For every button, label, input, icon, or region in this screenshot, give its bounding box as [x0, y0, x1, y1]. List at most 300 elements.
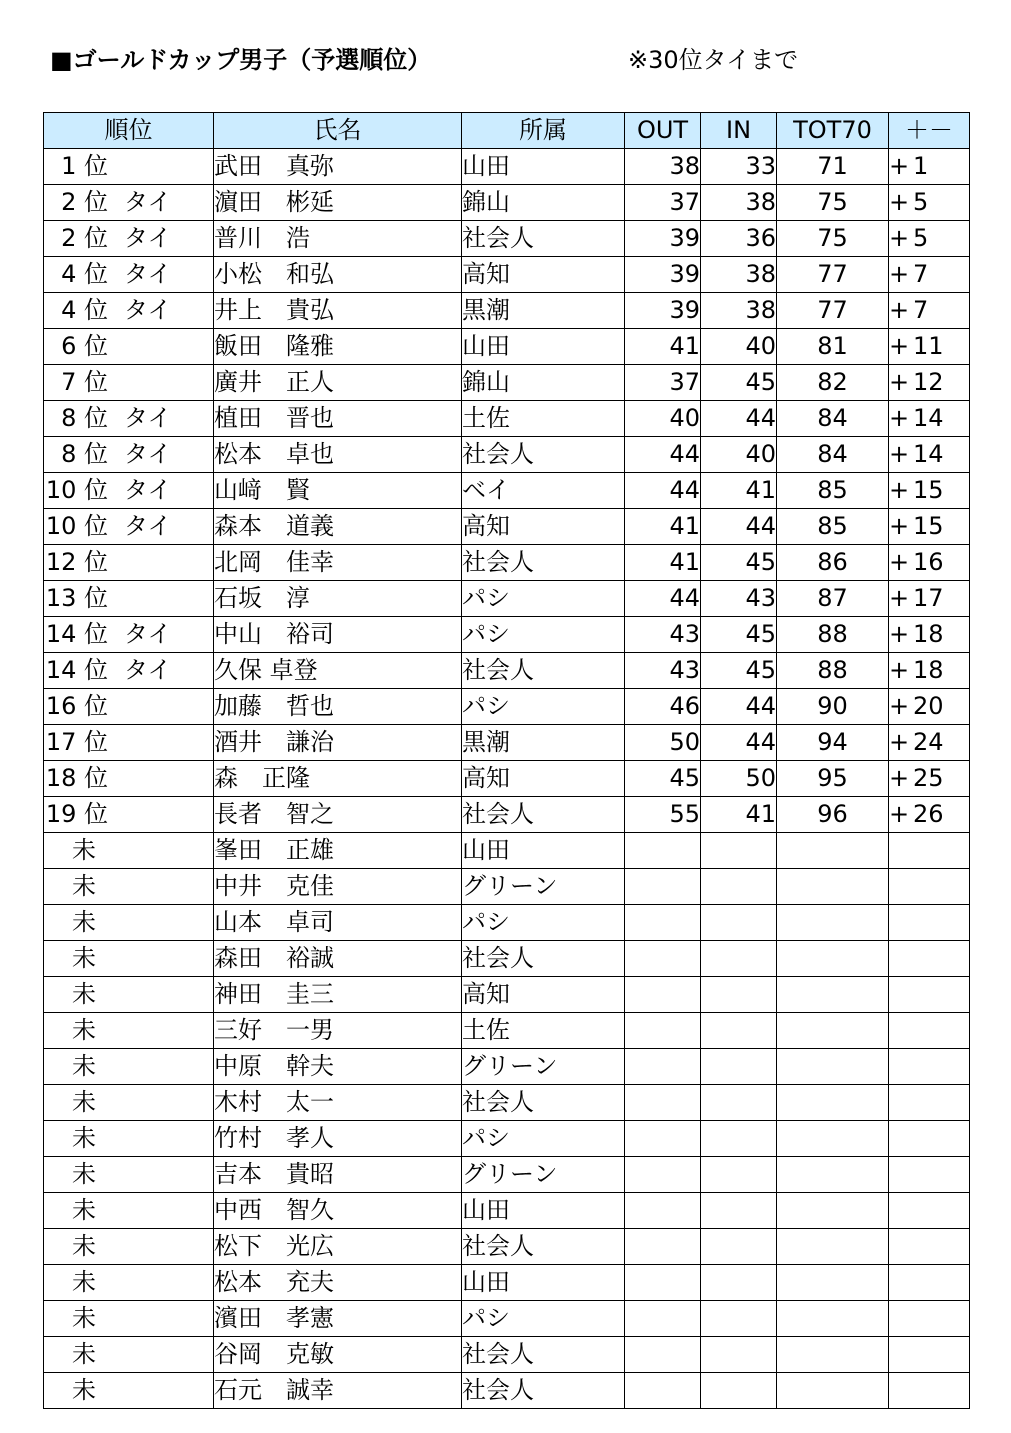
rank-value: 18 位 [45, 764, 108, 792]
out-score-cell: 43 [625, 617, 701, 653]
total-score-cell [777, 977, 889, 1013]
affiliation-cell: パシ [462, 905, 625, 941]
plus-minus-value: 12 [913, 368, 944, 396]
player-name-cell: 山﨑 賢 [214, 473, 462, 509]
total-score-cell [777, 1229, 889, 1265]
in-score-cell [701, 1121, 777, 1157]
player-name-cell: 松下 光広 [214, 1229, 462, 1265]
rank-cell [44, 185, 214, 221]
out-score-cell [625, 1049, 701, 1085]
plus-minus-cell [889, 293, 970, 329]
rank-value: 16 位 [45, 692, 108, 720]
table-row [44, 761, 970, 797]
plus-minus-cell [889, 1265, 970, 1301]
column-header-plus-minus: ＋－ [889, 113, 970, 149]
rank-value: 4 位 [61, 296, 108, 324]
player-name-cell: 山本 卓司 [214, 905, 462, 941]
rank-cell [44, 689, 214, 725]
affiliation-cell: 山田 [462, 149, 625, 185]
table-row [44, 905, 970, 941]
out-score-cell [625, 941, 701, 977]
plus-sign: + [889, 728, 910, 756]
in-score-cell [701, 869, 777, 905]
out-score-cell [625, 869, 701, 905]
rank-cell [44, 293, 214, 329]
table-row [44, 977, 970, 1013]
rank-value: 19 位 [45, 800, 108, 828]
rank-cell [44, 617, 214, 653]
affiliation-cell: 社会人 [462, 1373, 625, 1409]
table-row [44, 653, 970, 689]
table-row [44, 365, 970, 401]
plus-minus-cell [889, 365, 970, 401]
rank-cell [44, 1193, 214, 1229]
column-header-total: TOT70 [777, 113, 889, 149]
in-score-cell: 50 [701, 761, 777, 797]
plus-minus-cell [889, 1301, 970, 1337]
plus-minus-cell [889, 1193, 970, 1229]
table-row [44, 149, 970, 185]
plus-sign: + [889, 224, 910, 252]
rank-cell [44, 1373, 214, 1409]
tie-label: タイ [124, 260, 172, 288]
total-score-cell [777, 869, 889, 905]
plus-minus-cell [889, 1157, 970, 1193]
affiliation-cell: パシ [462, 1301, 625, 1337]
plus-minus-cell [889, 725, 970, 761]
plus-minus-value: 18 [913, 620, 944, 648]
plus-minus-cell [889, 149, 970, 185]
out-score-cell: 37 [625, 365, 701, 401]
total-score-cell: 90 [777, 689, 889, 725]
rank-cell [44, 1121, 214, 1157]
in-score-cell: 44 [701, 509, 777, 545]
player-name-cell: 長者 智之 [214, 797, 462, 833]
affiliation-cell: 山田 [462, 1193, 625, 1229]
rank-value: 10 位 [45, 512, 108, 540]
plus-sign: + [889, 656, 910, 684]
affiliation-cell: 土佐 [462, 1013, 625, 1049]
rank-value: 12 位 [45, 548, 108, 576]
in-score-cell [701, 1085, 777, 1121]
total-score-cell: 84 [777, 437, 889, 473]
plus-minus-value: 11 [913, 332, 944, 360]
affiliation-cell: パシ [462, 581, 625, 617]
plus-minus-cell [889, 833, 970, 869]
affiliation-cell: 黒潮 [462, 293, 625, 329]
table-row [44, 329, 970, 365]
total-score-cell [777, 1157, 889, 1193]
total-score-cell [777, 1121, 889, 1157]
affiliation-cell: 高知 [462, 761, 625, 797]
out-score-cell: 46 [625, 689, 701, 725]
out-score-cell [625, 1121, 701, 1157]
out-score-cell: 44 [625, 581, 701, 617]
total-score-cell: 88 [777, 617, 889, 653]
plus-sign: + [889, 584, 910, 612]
plus-minus-cell [889, 689, 970, 725]
plus-sign: + [889, 440, 910, 468]
out-score-cell: 41 [625, 545, 701, 581]
rank-value: 13 位 [45, 584, 108, 612]
total-score-cell: 84 [777, 401, 889, 437]
in-score-cell [701, 977, 777, 1013]
in-score-cell: 38 [701, 185, 777, 221]
total-score-cell [777, 1193, 889, 1229]
affiliation-cell: 社会人 [462, 941, 625, 977]
results-body [44, 149, 970, 1409]
rank-cell [44, 869, 214, 905]
plus-minus-cell [889, 329, 970, 365]
rank-cell [44, 1301, 214, 1337]
rank-cell [44, 833, 214, 869]
rank-value: 2 位 [61, 224, 108, 252]
affiliation-cell: 高知 [462, 509, 625, 545]
table-row [44, 545, 970, 581]
in-score-cell [701, 905, 777, 941]
table-row [44, 257, 970, 293]
rank-value: 未 [72, 1160, 96, 1188]
table-row [44, 1373, 970, 1409]
plus-minus-value: 14 [913, 440, 944, 468]
plus-minus-cell [889, 221, 970, 257]
out-score-cell [625, 977, 701, 1013]
rank-value: 未 [72, 836, 96, 864]
affiliation-cell: 社会人 [462, 545, 625, 581]
out-score-cell [625, 1085, 701, 1121]
rank-value: 未 [72, 1340, 96, 1368]
plus-minus-cell [889, 1373, 970, 1409]
player-name-cell: 森本 道義 [214, 509, 462, 545]
table-row [44, 509, 970, 545]
player-name-cell: 北岡 佳幸 [214, 545, 462, 581]
plus-minus-value: 15 [913, 476, 944, 504]
affiliation-cell: 社会人 [462, 1229, 625, 1265]
column-header-in: IN [701, 113, 777, 149]
total-score-cell [777, 1301, 889, 1337]
affiliation-cell: 社会人 [462, 653, 625, 689]
rank-cell [44, 1337, 214, 1373]
rank-value: 8 位 [61, 440, 108, 468]
affiliation-cell: 社会人 [462, 797, 625, 833]
player-name-cell: 森田 裕誠 [214, 941, 462, 977]
rank-value: 4 位 [61, 260, 108, 288]
plus-minus-value: 14 [913, 404, 944, 432]
player-name-cell: 竹村 孝人 [214, 1121, 462, 1157]
total-score-cell: 85 [777, 509, 889, 545]
plus-sign: + [889, 404, 910, 432]
in-score-cell: 40 [701, 437, 777, 473]
table-row [44, 581, 970, 617]
affiliation-cell: 黒潮 [462, 725, 625, 761]
rank-value: 6 位 [61, 332, 108, 360]
out-score-cell: 45 [625, 761, 701, 797]
player-name-cell: 森 正隆 [214, 761, 462, 797]
plus-minus-cell [889, 257, 970, 293]
affiliation-cell: 社会人 [462, 437, 625, 473]
rank-cell [44, 329, 214, 365]
out-score-cell: 44 [625, 473, 701, 509]
column-header-out: OUT [625, 113, 701, 149]
plus-minus-value: 16 [913, 548, 944, 576]
out-score-cell: 50 [625, 725, 701, 761]
rank-cell [44, 509, 214, 545]
player-name-cell: 酒井 謙治 [214, 725, 462, 761]
out-score-cell [625, 1337, 701, 1373]
in-score-cell [701, 1301, 777, 1337]
plus-minus-value: 26 [913, 800, 944, 828]
player-name-cell: 松本 充夫 [214, 1265, 462, 1301]
rank-cell [44, 725, 214, 761]
affiliation-cell: 高知 [462, 257, 625, 293]
player-name-cell: 中西 智久 [214, 1193, 462, 1229]
tie-label: タイ [124, 656, 172, 684]
rank-value: 10 位 [45, 476, 108, 504]
table-row [44, 941, 970, 977]
rank-cell [44, 977, 214, 1013]
out-score-cell: 39 [625, 257, 701, 293]
rank-value: 未 [72, 872, 96, 900]
affiliation-cell: 土佐 [462, 401, 625, 437]
total-score-cell: 81 [777, 329, 889, 365]
player-name-cell: 中井 克佳 [214, 869, 462, 905]
out-score-cell [625, 905, 701, 941]
page-title: ■ゴールドカップ男子（予選順位） [50, 46, 432, 74]
in-score-cell [701, 1265, 777, 1301]
out-score-cell: 37 [625, 185, 701, 221]
rank-cell [44, 221, 214, 257]
in-score-cell [701, 1373, 777, 1409]
plus-minus-cell [889, 473, 970, 509]
plus-minus-cell [889, 869, 970, 905]
rank-cell [44, 401, 214, 437]
rank-value: 2 位 [61, 188, 108, 216]
affiliation-cell: パシ [462, 1121, 625, 1157]
plus-minus-value: 15 [913, 512, 944, 540]
table-row [44, 689, 970, 725]
rank-value: 8 位 [61, 404, 108, 432]
rank-cell [44, 905, 214, 941]
plus-minus-cell [889, 185, 970, 221]
out-score-cell [625, 1193, 701, 1229]
plus-minus-cell [889, 437, 970, 473]
plus-minus-cell [889, 797, 970, 833]
total-score-cell: 75 [777, 221, 889, 257]
total-score-cell: 95 [777, 761, 889, 797]
total-score-cell: 87 [777, 581, 889, 617]
table-row [44, 1013, 970, 1049]
plus-sign: + [889, 152, 910, 180]
affiliation-cell: 錦山 [462, 185, 625, 221]
rank-value: 未 [72, 1376, 96, 1404]
rank-value: 未 [72, 980, 96, 1008]
plus-sign: + [889, 512, 910, 540]
out-score-cell: 41 [625, 329, 701, 365]
plus-sign: + [889, 620, 910, 648]
out-score-cell [625, 1157, 701, 1193]
plus-minus-cell [889, 653, 970, 689]
table-row [44, 221, 970, 257]
rank-value: 14 位 [45, 656, 108, 684]
in-score-cell: 38 [701, 257, 777, 293]
plus-minus-value: 1 [913, 152, 929, 180]
rank-cell [44, 797, 214, 833]
affiliation-cell: 錦山 [462, 365, 625, 401]
rank-value: 未 [72, 1268, 96, 1296]
in-score-cell: 44 [701, 401, 777, 437]
in-score-cell [701, 1229, 777, 1265]
player-name-cell: 石坂 淳 [214, 581, 462, 617]
in-score-cell: 40 [701, 329, 777, 365]
total-score-cell [777, 1085, 889, 1121]
column-header-name: 氏名 [214, 113, 462, 149]
table-row [44, 1337, 970, 1373]
table-row [44, 473, 970, 509]
plus-minus-value: 5 [913, 188, 929, 216]
rank-value: 未 [72, 944, 96, 972]
plus-minus-cell [889, 1337, 970, 1373]
plus-minus-value: 20 [913, 692, 944, 720]
table-row [44, 293, 970, 329]
rank-value: 未 [72, 1088, 96, 1116]
player-name-cell: 植田 晋也 [214, 401, 462, 437]
tie-label: タイ [124, 620, 172, 648]
rank-cell [44, 1229, 214, 1265]
column-header-affiliation: 所属 [462, 113, 625, 149]
plus-minus-cell [889, 1013, 970, 1049]
rank-cell [44, 941, 214, 977]
in-score-cell [701, 1337, 777, 1373]
tie-label: タイ [124, 404, 172, 432]
plus-minus-value: 7 [913, 296, 929, 324]
rank-value: 未 [72, 1196, 96, 1224]
out-score-cell: 38 [625, 149, 701, 185]
rank-value: 未 [72, 1232, 96, 1260]
player-name-cell: 三好 一男 [214, 1013, 462, 1049]
rank-value: 未 [72, 1016, 96, 1044]
affiliation-cell: 社会人 [462, 1085, 625, 1121]
rank-cell [44, 653, 214, 689]
rank-cell [44, 545, 214, 581]
in-score-cell: 45 [701, 365, 777, 401]
player-name-cell: 武田 真弥 [214, 149, 462, 185]
in-score-cell: 45 [701, 617, 777, 653]
player-name-cell: 濵田 彬延 [214, 185, 462, 221]
player-name-cell: 松本 卓也 [214, 437, 462, 473]
table-row [44, 617, 970, 653]
rank-cell [44, 473, 214, 509]
plus-minus-value: 25 [913, 764, 944, 792]
affiliation-cell: グリーン [462, 1049, 625, 1085]
total-score-cell [777, 1373, 889, 1409]
plus-minus-cell [889, 581, 970, 617]
out-score-cell: 41 [625, 509, 701, 545]
player-name-cell: 木村 太一 [214, 1085, 462, 1121]
rank-value: 未 [72, 908, 96, 936]
plus-sign: + [889, 764, 910, 792]
table-row [44, 1193, 970, 1229]
table-row [44, 1301, 970, 1337]
plus-sign: + [889, 260, 910, 288]
rank-cell [44, 437, 214, 473]
in-score-cell [701, 1013, 777, 1049]
total-score-cell: 75 [777, 185, 889, 221]
cutoff-note: ※30位タイまで [628, 46, 799, 74]
table-row [44, 1157, 970, 1193]
in-score-cell: 45 [701, 545, 777, 581]
rank-value: 14 位 [45, 620, 108, 648]
plus-minus-cell [889, 545, 970, 581]
total-score-cell [777, 941, 889, 977]
rank-value: 7 位 [61, 368, 108, 396]
player-name-cell: 久保 卓登 [214, 653, 462, 689]
rank-value: 1 位 [61, 152, 108, 180]
in-score-cell: 44 [701, 725, 777, 761]
tie-label: タイ [124, 476, 172, 504]
out-score-cell: 43 [625, 653, 701, 689]
rank-value: 未 [72, 1304, 96, 1332]
in-score-cell: 44 [701, 689, 777, 725]
table-row [44, 437, 970, 473]
affiliation-cell: 社会人 [462, 221, 625, 257]
player-name-cell: 吉本 貴昭 [214, 1157, 462, 1193]
total-score-cell [777, 905, 889, 941]
tie-label: タイ [124, 224, 172, 252]
rank-cell [44, 149, 214, 185]
in-score-cell: 41 [701, 797, 777, 833]
affiliation-cell: 社会人 [462, 1337, 625, 1373]
player-name-cell: 加藤 哲也 [214, 689, 462, 725]
plus-sign: + [889, 188, 910, 216]
total-score-cell: 77 [777, 293, 889, 329]
rank-cell [44, 365, 214, 401]
in-score-cell: 41 [701, 473, 777, 509]
out-score-cell [625, 833, 701, 869]
column-header-rank: 順位 [44, 113, 214, 149]
in-score-cell [701, 1049, 777, 1085]
table-row [44, 1049, 970, 1085]
table-row [44, 1229, 970, 1265]
player-name-cell: 廣井 正人 [214, 365, 462, 401]
player-name-cell: 井上 貴弘 [214, 293, 462, 329]
total-score-cell: 86 [777, 545, 889, 581]
total-score-cell [777, 833, 889, 869]
player-name-cell: 谷岡 克敏 [214, 1337, 462, 1373]
out-score-cell: 40 [625, 401, 701, 437]
out-score-cell [625, 1013, 701, 1049]
tie-label: タイ [124, 440, 172, 468]
player-name-cell: 中原 幹夫 [214, 1049, 462, 1085]
plus-minus-cell [889, 1229, 970, 1265]
table-row [44, 1085, 970, 1121]
rank-cell [44, 761, 214, 797]
rank-value: 未 [72, 1124, 96, 1152]
plus-sign: + [889, 368, 910, 396]
table-row [44, 1265, 970, 1301]
total-score-cell: 94 [777, 725, 889, 761]
player-name-cell: 神田 圭三 [214, 977, 462, 1013]
table-row [44, 1121, 970, 1157]
out-score-cell [625, 1373, 701, 1409]
rank-cell [44, 1157, 214, 1193]
plus-sign: + [889, 476, 910, 504]
total-score-cell [777, 1049, 889, 1085]
table-row [44, 725, 970, 761]
player-name-cell: 小松 和弘 [214, 257, 462, 293]
header-row [44, 113, 970, 149]
in-score-cell: 36 [701, 221, 777, 257]
plus-minus-cell [889, 509, 970, 545]
